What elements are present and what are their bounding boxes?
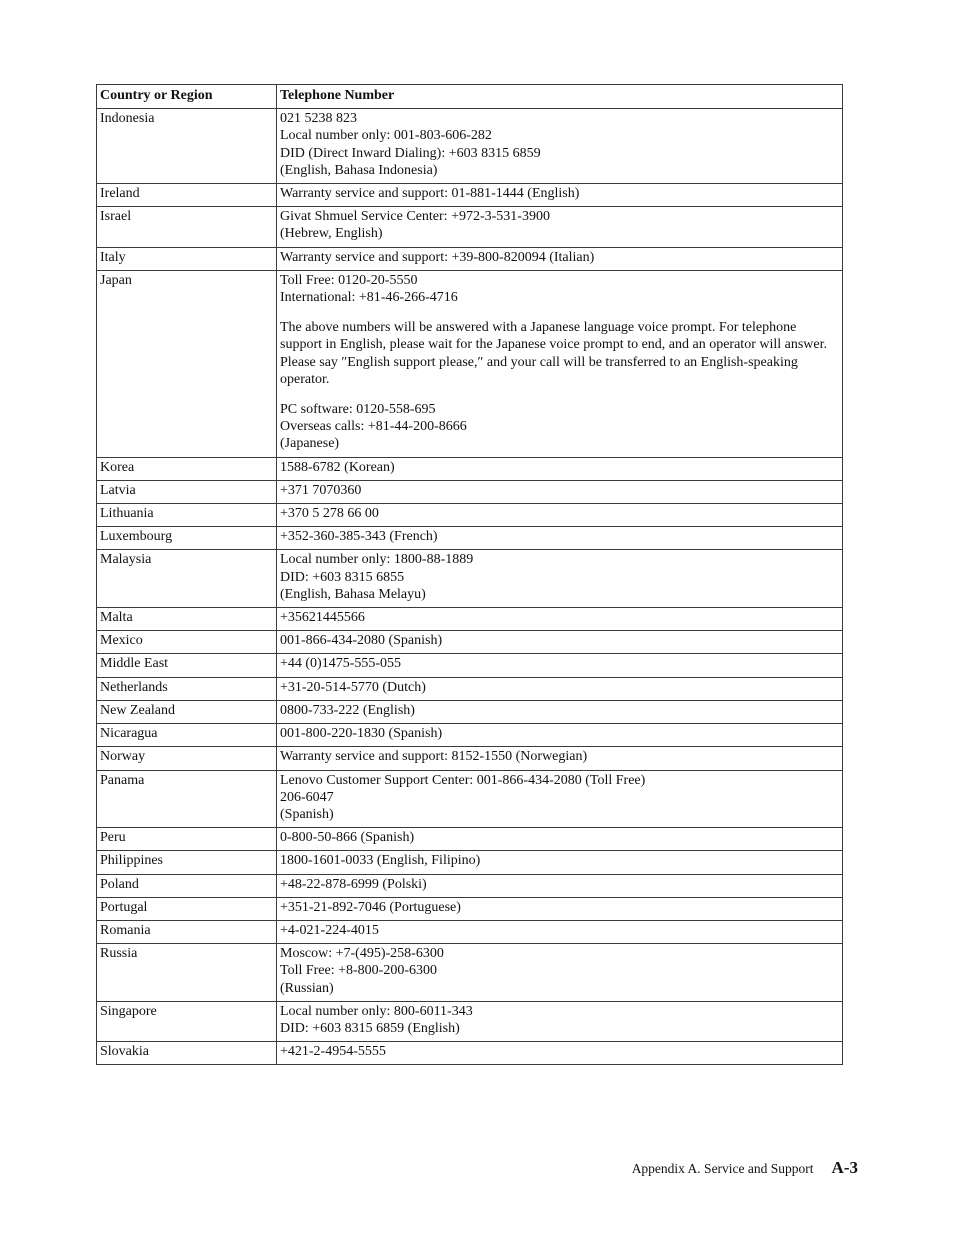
phone-line: Overseas calls: +81-44-200-8666 [280,419,467,435]
phone-paragraph [280,922,838,939]
phone-cell [277,654,843,677]
country-cell: Nicaragua [97,724,277,747]
country-cell: New Zealand [97,700,277,723]
phone-paragraph [280,945,838,997]
table-row [97,897,843,920]
table-row [97,851,843,874]
phone-cell [277,550,843,608]
table-row [97,724,843,747]
phone-line: +48-22-878-6999 (Polski) [280,876,427,892]
phone-paragraph [280,655,838,672]
phone-line: (Spanish) [280,806,334,822]
phone-cell [277,109,843,184]
table-row [97,828,843,851]
phone-line: 1588-6782 (Korean) [280,459,395,475]
country-cell: Indonesia [97,109,277,184]
country-cell: Norway [97,747,277,770]
country-cell: Korea [97,457,277,480]
phone-paragraph [280,272,838,306]
phone-cell [277,920,843,943]
phone-cell [277,874,843,897]
page-footer [632,1158,858,1178]
phone-cell [277,770,843,828]
phone-cell [277,700,843,723]
table-row [97,944,843,1002]
phone-line: Local number only: 1800-88-1889 [280,552,474,568]
phone-line: (Japanese) [280,436,340,452]
phone-line: 206-6047 [280,789,334,805]
column-header-phone: Telephone Number [277,85,843,109]
phone-line: International: +81-46-266-4716 [280,290,458,306]
country-cell: Netherlands [97,677,277,700]
phone-line: 0-800-50-866 (Spanish) [280,830,415,846]
phone-paragraph [280,852,838,869]
phone-line: Lenovo Customer Support Center: 001-866-434-2080 (Toll Free) [280,772,646,788]
table-body [97,109,843,1065]
table-row [97,631,843,654]
phone-cell [277,184,843,207]
phone-paragraph [280,505,838,522]
phone-cell [277,1001,843,1041]
table-row [97,700,843,723]
phone-line: (English, Bahasa Melayu) [280,586,426,602]
country-cell: Panama [97,770,277,828]
phone-paragraph [280,319,838,388]
table-row [97,270,843,457]
table-row [97,654,843,677]
phone-paragraph [280,208,838,242]
support-phone-table [96,84,843,1065]
phone-paragraph [280,725,838,742]
phone-line: DID: +603 8315 6859 (English) [280,1020,460,1036]
phone-cell [277,724,843,747]
table-row [97,874,843,897]
phone-paragraph [280,401,838,453]
table-row [97,109,843,184]
phone-paragraph [280,632,838,649]
phone-paragraph [280,1043,838,1060]
table-row [97,550,843,608]
table-row [97,207,843,247]
phone-paragraph [280,899,838,916]
phone-paragraph [280,110,838,179]
phone-line: +31-20-514-5770 (Dutch) [280,679,426,695]
phone-line: +371 7070360 [280,482,362,498]
country-cell: Malta [97,608,277,631]
phone-cell [277,897,843,920]
table-row [97,770,843,828]
page-number: A-3 [831,1158,858,1177]
table-row [97,1001,843,1041]
country-cell: Mexico [97,631,277,654]
table-row [97,747,843,770]
column-header-country: Country or Region [97,85,277,109]
phone-paragraph [280,748,838,765]
phone-cell [277,677,843,700]
phone-cell [277,631,843,654]
country-cell: Malaysia [97,550,277,608]
phone-line: +421-2-4954-5555 [280,1044,386,1060]
phone-cell [277,480,843,503]
phone-cell [277,747,843,770]
phone-line: +44 (0)1475-555-055 [280,656,402,672]
country-cell: Poland [97,874,277,897]
country-cell: Japan [97,270,277,457]
table-row [97,920,843,943]
phone-cell [277,851,843,874]
phone-line: Moscow: +7-(495)-258-6300 [280,946,444,962]
phone-line: DID: +603 8315 6855 [280,569,405,585]
phone-paragraph [280,551,838,603]
phone-line: (Russian) [280,980,334,996]
phone-line: (English, Bahasa Indonesia) [280,162,438,178]
phone-line: PC software: 0120-558-695 [280,402,436,418]
phone-line: (Hebrew, English) [280,226,383,242]
phone-line: 001-800-220-1830 (Spanish) [280,726,443,742]
phone-paragraph [280,702,838,719]
country-cell: Latvia [97,480,277,503]
phone-paragraph [280,528,838,545]
phone-cell [277,270,843,457]
phone-line: +352-360-385-343 (French) [280,529,438,545]
country-cell: Peru [97,828,277,851]
phone-line: Warranty service and support: +39-800-820094 (Italian) [280,249,595,265]
phone-cell [277,527,843,550]
phone-line: Warranty service and support: 8152-1550 (Norwegian) [280,749,588,765]
phone-cell [277,457,843,480]
country-cell: Middle East [97,654,277,677]
phone-paragraph [280,829,838,846]
phone-line: Local number only: 001-803-606-282 [280,128,492,144]
table-row [97,1042,843,1065]
phone-line: 021 5238 823 [280,111,357,127]
phone-paragraph [280,185,838,202]
country-cell: Portugal [97,897,277,920]
table-row [97,504,843,527]
phone-line: Warranty service and support: 01-881-1444 (English) [280,186,580,202]
phone-paragraph [280,679,838,696]
phone-line: Givat Shmuel Service Center: +972-3-531-3900 [280,209,550,225]
phone-paragraph [280,249,838,266]
phone-line: Toll Free: 0120-20-5550 [280,272,418,288]
table-row [97,184,843,207]
phone-line: +4-021-224-4015 [280,922,379,938]
phone-line: 1800-1601-0033 (English, Filipino) [280,853,481,869]
phone-cell [277,1042,843,1065]
phone-paragraph [280,1003,838,1037]
phone-cell [277,608,843,631]
country-cell: Italy [97,247,277,270]
phone-cell [277,247,843,270]
phone-line: Toll Free: +8-800-200-6300 [280,963,438,979]
table-row [97,608,843,631]
table-row [97,457,843,480]
footer-section-title: Appendix A. Service and Support [631,1161,814,1176]
country-cell: Romania [97,920,277,943]
phone-line: Local number only: 800-6011-343 [280,1003,473,1019]
phone-paragraph [280,876,838,893]
country-cell: Ireland [97,184,277,207]
phone-line: 0800-733-222 (English) [280,702,415,718]
phone-paragraph [280,609,838,626]
phone-line: DID (Direct Inward Dialing): +603 8315 6859 [280,145,541,161]
table-row [97,480,843,503]
phone-cell [277,504,843,527]
phone-paragraph [280,459,838,476]
country-cell: Luxembourg [97,527,277,550]
country-cell: Slovakia [97,1042,277,1065]
phone-line: +351-21-892-7046 (Portuguese) [280,899,461,915]
country-cell: Philippines [97,851,277,874]
phone-cell [277,828,843,851]
phone-paragraph [280,772,838,824]
table-header-row [97,85,843,109]
country-cell: Israel [97,207,277,247]
phone-cell [277,944,843,1002]
table-row [97,677,843,700]
phone-line: The above numbers will be answered with a Japanese language voice prompt. For telephone support in English, please wait for the Japanese voice prompt to end, and an operator will answer. Please say ″English support please,″ and your call will be transferred to an English-speaking operator. [280,320,828,387]
country-cell: Russia [97,944,277,1002]
phone-paragraph [280,482,838,499]
table-row [97,527,843,550]
country-cell: Lithuania [97,504,277,527]
phone-line: 001-866-434-2080 (Spanish) [280,633,443,649]
phone-line: +370 5 278 66 00 [280,506,379,522]
phone-cell [277,207,843,247]
country-cell: Singapore [97,1001,277,1041]
table-row [97,247,843,270]
phone-line: +35621445566 [280,610,365,626]
